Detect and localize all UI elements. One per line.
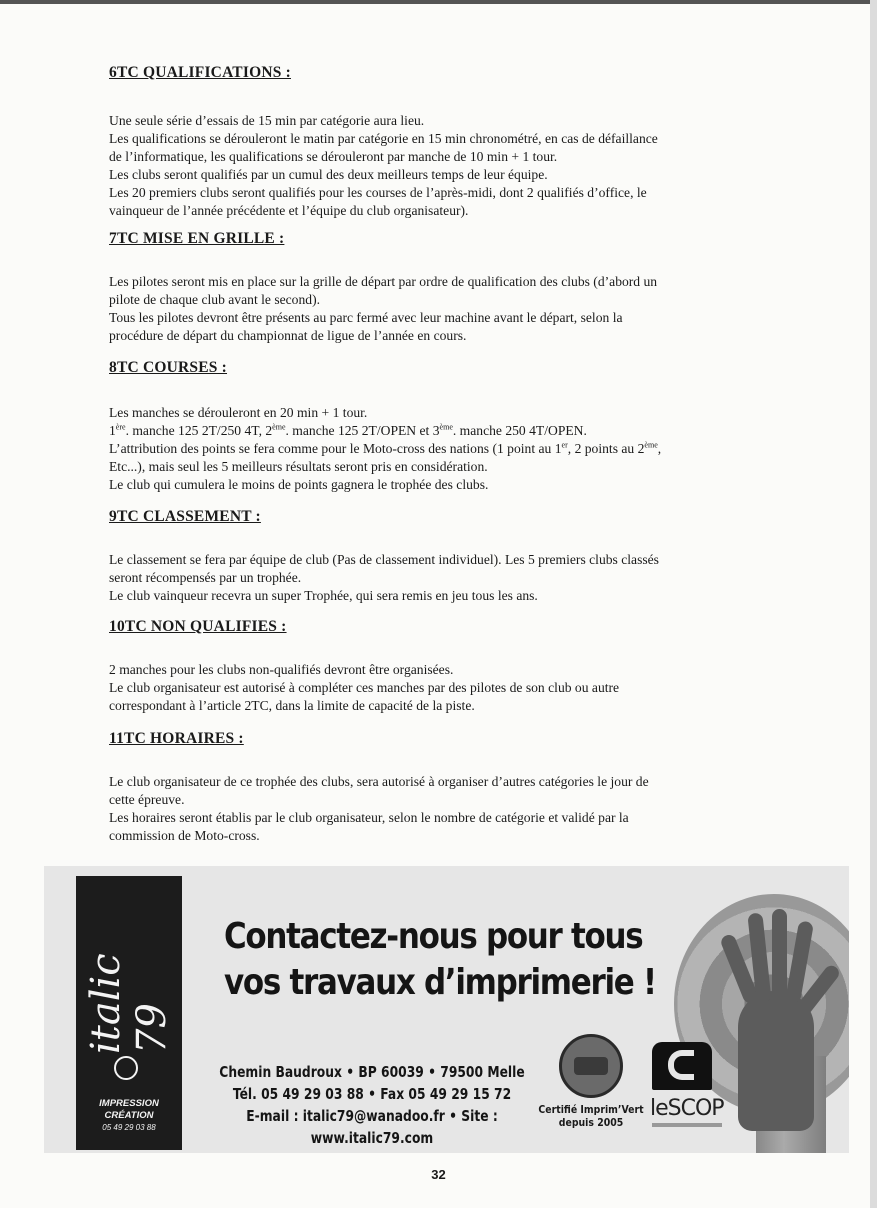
paragraph-line: seront récompensés par un trophée. — [109, 570, 302, 585]
paragraph-line: 1ère. manche 125 2T/250 4T, 2ème. manche 125 2T/OPEN et 3ème. manche 250 4T/OPEN. — [109, 422, 587, 438]
ad-headline-line2: vos travaux d’imprimerie ! — [224, 962, 656, 1003]
section-qualifications — [109, 64, 774, 220]
section-body — [109, 404, 774, 494]
paragraph-line: vainqueur de l’année précédente et l’équipe du club organisateur). — [109, 203, 469, 218]
finger-shape — [772, 909, 787, 1003]
scop-logo-icon — [652, 1042, 712, 1090]
paragraph-line: Le club organisateur est autorisé à compléter ces manches par des pilotes de son club ou autre — [109, 680, 620, 695]
section-heading: 9TC CLASSEMENT : — [109, 508, 261, 525]
scop-logo-text: leSCOP — [650, 1096, 724, 1121]
section-heading: 10TC NON QUALIFIES : — [109, 618, 287, 635]
section-body — [109, 773, 774, 845]
section-classement — [109, 508, 774, 605]
certified-line1: Certifié Imprim’Vert — [538, 1103, 644, 1116]
paragraph-line: Les manches se dérouleront en 20 min + 1 tour. — [109, 405, 368, 420]
paragraph-line: Etc...), mais seul les 5 meilleurs résultats seront pris en considération. — [109, 459, 488, 474]
section-heading: 6TC QUALIFICATIONS : — [109, 64, 291, 81]
section-mise-en-grille — [109, 230, 774, 345]
printer-advertisement — [44, 866, 849, 1153]
section-non-qualifies — [109, 618, 774, 715]
section-courses — [109, 359, 774, 494]
certified-line2: depuis 2005 — [558, 1116, 624, 1129]
spiral-icon — [114, 1056, 138, 1080]
paragraph-line: de l’informatique, les qualifications se dérouleront par manche de 10 min + 1 tour. — [109, 149, 558, 164]
ad-headline-line1: Contactez-nous pour tous — [224, 916, 643, 957]
ad-headline — [224, 914, 656, 1006]
logo-tag-impression: IMPRESSION — [99, 1098, 159, 1109]
paragraph-line: Les 20 premiers clubs seront qualifiés pour les courses de l’après-midi, dont 2 qualifiés d’office, le — [109, 185, 647, 200]
paragraph-line: L’attribution des points se fera comme pour le Moto-cross des nations (1 point au 1er, 2 points au 2ème, — [109, 440, 662, 456]
logo-tag-phone: 05 49 29 03 88 — [102, 1123, 156, 1132]
section-heading: 11TC HORAIRES : — [109, 730, 244, 747]
ad-phone-fax: Tél. 05 49 29 03 88 • Fax 05 49 29 15 72 — [232, 1085, 512, 1103]
ad-email-site: E-mail : italic79@wanadoo.fr • Site : www.italic79.com — [246, 1107, 498, 1147]
paragraph-line: Le club vainqueur recevra un super Trophée, qui sera remis en jeu tous les ans. — [109, 588, 538, 603]
italic79-logo — [76, 876, 182, 1150]
section-body — [109, 661, 774, 715]
paragraph-line: Une seule série d’essais de 15 min par catégorie aura lieu. — [109, 113, 425, 128]
top-rule — [0, 0, 877, 4]
hand-image — [738, 991, 814, 1131]
paragraph-line: Tous les pilotes devront être présents au parc fermé avec leur machine avant le départ, selon la — [109, 310, 623, 325]
logo-tagline — [80, 1098, 178, 1134]
section-heading: 7TC MISE EN GRILLE : — [109, 230, 285, 247]
paragraph-line: Le club organisateur de ce trophée des clubs, sera autorisé à organiser d’autres catégories le jour de — [109, 774, 649, 789]
paragraph-line: 2 manches pour les clubs non-qualifiés devront être organisées. — [109, 662, 454, 677]
ad-contact-block — [208, 1061, 536, 1149]
scop-logo-subtitle-rule — [652, 1123, 722, 1127]
paragraph-line: commission de Moto-cross. — [109, 828, 260, 843]
paragraph-line: procédure de départ du championnat de ligue de l’année en cours. — [109, 328, 467, 343]
section-heading: 8TC COURSES : — [109, 359, 228, 376]
paragraph-line: Les pilotes seront mis en place sur la grille de départ par ordre de qualification des clubs (d’abord un — [109, 274, 658, 289]
paragraph-line: cette épreuve. — [109, 792, 185, 807]
paragraph-line: correspondant à l’article 2TC, dans la limite de capacité de la piste. — [109, 698, 475, 713]
page-number: 32 — [431, 1167, 446, 1182]
imprim-vert-badge-icon — [559, 1034, 623, 1098]
page-edge-shadow — [870, 0, 877, 1208]
section-horaires — [109, 730, 774, 845]
section-body — [109, 112, 774, 220]
paragraph-line: Les clubs seront qualifiés par un cumul des deux meilleurs temps de leur équipe. — [109, 167, 548, 182]
logo-tag-creation: CRÉATION — [104, 1110, 154, 1121]
ad-address: Chemin Baudroux • BP 60039 • 79500 Melle — [219, 1063, 525, 1081]
paragraph-line: Le club qui cumulera le moins de points gagnera le trophée des clubs. — [109, 477, 489, 492]
paragraph-line: Le classement se fera par équipe de club (Pas de classement individuel). Les 5 premiers clubs classés — [109, 552, 659, 567]
logo-wordmark: italic 79 — [83, 953, 175, 1054]
section-body — [109, 551, 774, 605]
imprim-vert-certification — [536, 1103, 647, 1129]
section-body — [109, 273, 774, 345]
paragraph-line: Les horaires seront établis par le club organisateur, selon le nombre de catégorie et validé par la — [109, 810, 629, 825]
paragraph-line: pilote de chaque club avant le second). — [109, 292, 320, 307]
paragraph-line: Les qualifications se dérouleront le matin par catégorie en 15 min chronométré, en cas de défaillance — [109, 131, 658, 146]
